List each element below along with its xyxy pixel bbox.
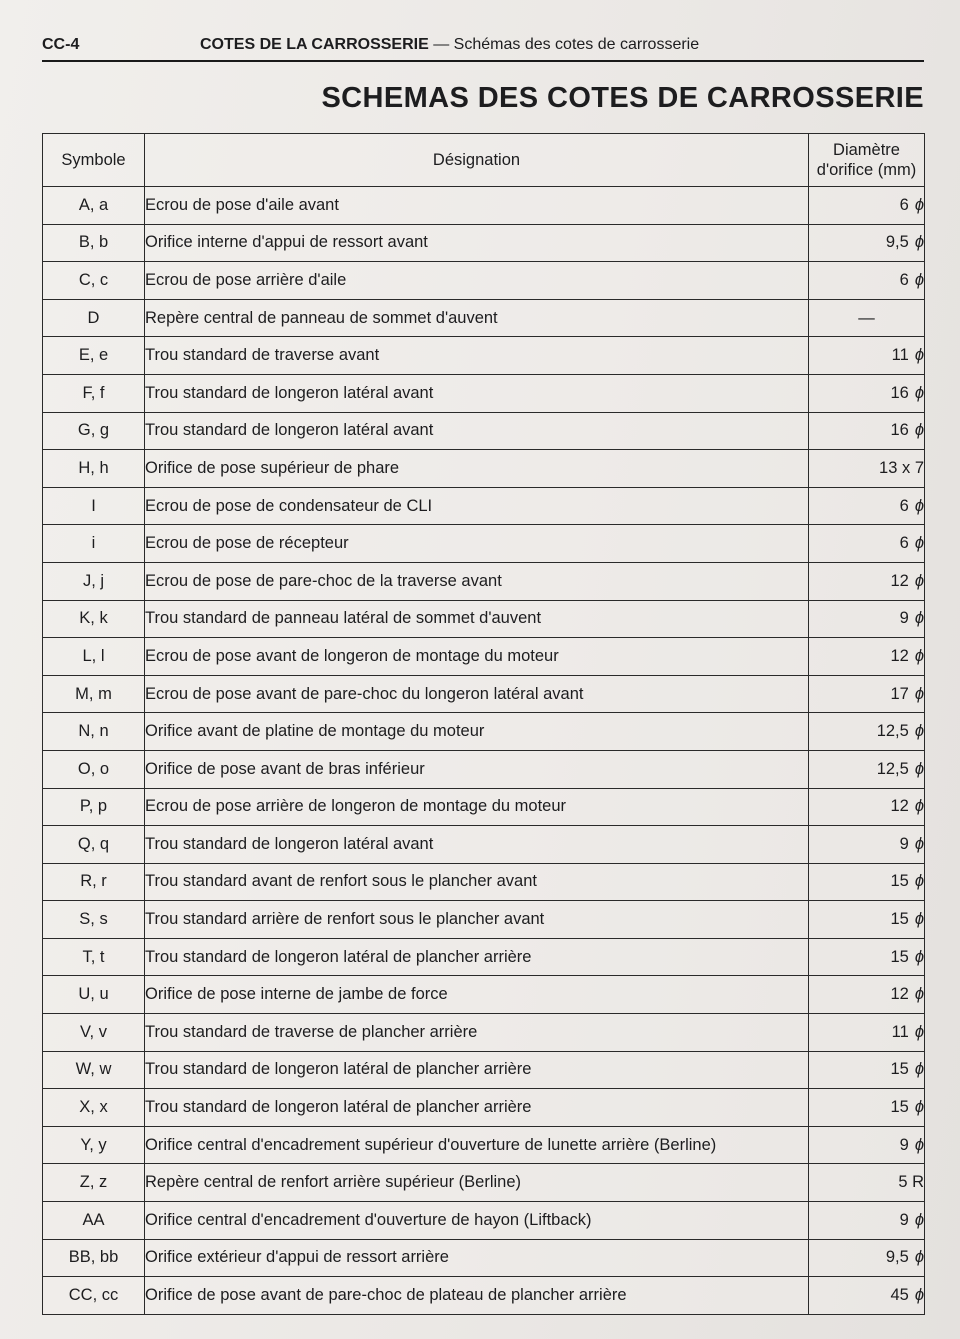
section-title: COTES DE LA CARROSSERIE (200, 36, 429, 53)
header-designation: Désignation (145, 134, 809, 187)
table-row (43, 224, 925, 262)
diameter-value: 9 (899, 1210, 909, 1229)
row-diameter (809, 675, 925, 713)
diameter-value: — (858, 308, 875, 327)
row-diameter (809, 713, 925, 751)
row-symbol: S, s (43, 901, 145, 939)
row-diameter (809, 337, 925, 375)
diameter-phi-symbol: ϕ (914, 383, 924, 402)
row-designation: Orifice de pose avant de pare-choc de plateau de plancher arrière (145, 1277, 809, 1315)
row-designation: Orifice interne d'appui de ressort avant (145, 224, 809, 262)
table-header (43, 134, 925, 187)
row-diameter (809, 224, 925, 262)
diameter-value: 9,5 (885, 1248, 909, 1267)
diameter-value: 16 (890, 421, 909, 440)
row-diameter (809, 638, 925, 676)
row-symbol: O, o (43, 750, 145, 788)
table-row (43, 938, 925, 976)
row-symbol: AA (43, 1202, 145, 1240)
table-row (43, 750, 925, 788)
row-designation: Trou standard de longeron latéral de plancher arrière (145, 938, 809, 976)
table-row (43, 299, 925, 337)
row-diameter (809, 901, 925, 939)
table-row (43, 562, 925, 600)
row-symbol: L, l (43, 638, 145, 676)
table-row (43, 337, 925, 375)
row-diameter (809, 374, 925, 412)
table-row (43, 412, 925, 450)
table-row (43, 187, 925, 225)
row-symbol: Z, z (43, 1164, 145, 1202)
row-designation: Orifice central d'encadrement supérieur d'ouverture de lunette arrière (Berline) (145, 1126, 809, 1164)
table-row (43, 374, 925, 412)
row-diameter (809, 262, 925, 300)
table-row (43, 1277, 925, 1315)
row-diameter (809, 1126, 925, 1164)
table-row (43, 675, 925, 713)
diameter-value: 6 (899, 496, 909, 515)
row-symbol: Y, y (43, 1126, 145, 1164)
row-symbol: E, e (43, 337, 145, 375)
row-diameter (809, 1089, 925, 1127)
diameter-value: 15 (890, 910, 909, 929)
table-row (43, 976, 925, 1014)
diameter-value: 12 (890, 985, 909, 1004)
table-row (43, 1164, 925, 1202)
diameter-phi-symbol: ϕ (914, 1098, 924, 1117)
row-symbol: I (43, 487, 145, 525)
row-designation: Orifice de pose supérieur de phare (145, 450, 809, 488)
diameter-phi-symbol: ϕ (914, 646, 924, 665)
row-diameter (809, 1239, 925, 1277)
row-diameter (809, 1202, 925, 1240)
row-symbol: Q, q (43, 826, 145, 864)
diameter-value: 15 (890, 947, 909, 966)
row-symbol: i (43, 525, 145, 563)
row-diameter (809, 788, 925, 826)
row-symbol: R, r (43, 863, 145, 901)
diameter-phi-symbol: ϕ (914, 195, 924, 214)
row-designation: Orifice avant de platine de montage du moteur (145, 713, 809, 751)
diameter-value: 6 (899, 195, 909, 214)
diameter-phi-symbol: ϕ (914, 496, 924, 515)
subsection-title: Schémas des cotes de carrosserie (453, 36, 700, 53)
table-row (43, 713, 925, 751)
row-symbol: B, b (43, 224, 145, 262)
diameter-value: 9 (899, 609, 909, 628)
row-designation: Ecrou de pose arrière d'aile (145, 262, 809, 300)
table-row (43, 487, 925, 525)
row-diameter (809, 863, 925, 901)
row-diameter (809, 525, 925, 563)
diameter-phi-symbol: ϕ (914, 1210, 924, 1229)
table-row (43, 450, 925, 488)
diameter-phi-symbol: ϕ (914, 947, 924, 966)
row-diameter (809, 187, 925, 225)
row-diameter (809, 1277, 925, 1315)
row-designation: Ecrou de pose de récepteur (145, 525, 809, 563)
diameter-value: 15 (890, 872, 909, 891)
row-designation: Ecrou de pose arrière de longeron de montage du moteur (145, 788, 809, 826)
diameter-phi-symbol: ϕ (914, 270, 924, 289)
diameter-value: 9 (899, 834, 909, 853)
row-symbol: BB, bb (43, 1239, 145, 1277)
diameter-value: 11 (891, 346, 909, 365)
row-designation: Trou standard de traverse de plancher arrière (145, 1014, 809, 1052)
row-symbol: U, u (43, 976, 145, 1014)
diameter-value: 11 (891, 1022, 909, 1041)
row-designation: Trou standard de longeron latéral de plancher arrière (145, 1089, 809, 1127)
table-row (43, 600, 925, 638)
diameter-phi-symbol: ϕ (914, 534, 924, 553)
row-symbol: D (43, 299, 145, 337)
row-designation: Repère central de renfort arrière supérieur (Berline) (145, 1164, 809, 1202)
row-designation: Ecrou de pose de condensateur de CLI (145, 487, 809, 525)
row-diameter (809, 600, 925, 638)
row-diameter (809, 938, 925, 976)
heading-separator: — (433, 36, 450, 53)
diameter-value: 12 (890, 646, 909, 665)
diameter-value: 12 (890, 797, 909, 816)
row-diameter (809, 750, 925, 788)
running-header (42, 34, 922, 58)
diameter-value: 16 (890, 383, 909, 402)
row-symbol: J, j (43, 562, 145, 600)
row-symbol: K, k (43, 600, 145, 638)
table-body (43, 187, 925, 1315)
diameter-value: 45 (890, 1286, 909, 1305)
table-row (43, 901, 925, 939)
diameter-phi-symbol: ϕ (914, 759, 924, 778)
table-row (43, 1239, 925, 1277)
row-diameter (809, 487, 925, 525)
table-row (43, 863, 925, 901)
diameter-value: 12 (890, 571, 909, 590)
row-designation: Orifice central d'encadrement d'ouverture de hayon (Liftback) (145, 1202, 809, 1240)
row-designation: Orifice de pose avant de bras inférieur (145, 750, 809, 788)
row-diameter (809, 1014, 925, 1052)
row-symbol: V, v (43, 1014, 145, 1052)
table-row (43, 788, 925, 826)
header-diameter-line2: d'orifice (mm) (816, 161, 917, 179)
row-diameter (809, 412, 925, 450)
diameter-phi-symbol: ϕ (914, 985, 924, 1004)
page-code: CC-4 (42, 36, 80, 53)
row-designation: Trou standard de longeron latéral de plancher arrière (145, 1051, 809, 1089)
diameter-phi-symbol: ϕ (914, 1060, 924, 1079)
diameter-value: 15 (890, 1060, 909, 1079)
header-diameter-line1: Diamètre (833, 141, 900, 159)
row-diameter (809, 976, 925, 1014)
row-diameter (809, 562, 925, 600)
row-designation: Trou standard de longeron latéral avant (145, 826, 809, 864)
table-row (43, 1014, 925, 1052)
diameter-value: 17 (890, 684, 909, 703)
table-row (43, 1126, 925, 1164)
row-designation: Ecrou de pose avant de pare-choc du longeron latéral avant (145, 675, 809, 713)
header-diameter (809, 134, 925, 187)
diameter-value: 6 (899, 534, 909, 553)
diameter-phi-symbol: ϕ (914, 684, 924, 703)
diameter-value: 12,5 (876, 722, 909, 741)
row-diameter (809, 1164, 925, 1202)
row-symbol: G, g (43, 412, 145, 450)
row-designation: Orifice extérieur d'appui de ressort arrière (145, 1239, 809, 1277)
row-symbol: A, a (43, 187, 145, 225)
header-rule (42, 60, 924, 62)
row-diameter (809, 826, 925, 864)
row-symbol: M, m (43, 675, 145, 713)
diameter-phi-symbol: ϕ (914, 609, 924, 628)
table-row (43, 1202, 925, 1240)
table-row (43, 826, 925, 864)
header-symbol: Symbole (43, 134, 145, 187)
diameter-value: 13 x 7 (879, 458, 924, 477)
row-designation: Ecrou de pose d'aile avant (145, 187, 809, 225)
body-dimension-table (42, 133, 925, 1315)
row-diameter (809, 1051, 925, 1089)
section-heading (200, 36, 699, 54)
row-symbol: T, t (43, 938, 145, 976)
diameter-value: 5 R (898, 1173, 924, 1192)
diameter-value: 9,5 (885, 233, 909, 252)
row-symbol: X, x (43, 1089, 145, 1127)
table-row (43, 638, 925, 676)
diameter-phi-symbol: ϕ (914, 910, 924, 929)
row-designation: Repère central de panneau de sommet d'auvent (145, 299, 809, 337)
diameter-value: 12,5 (876, 759, 909, 778)
diameter-phi-symbol: ϕ (914, 1286, 924, 1305)
row-designation: Trou standard avant de renfort sous le plancher avant (145, 863, 809, 901)
diameter-phi-symbol: ϕ (914, 722, 924, 741)
row-symbol: C, c (43, 262, 145, 300)
diameter-phi-symbol: ϕ (914, 233, 924, 252)
row-symbol: F, f (43, 374, 145, 412)
row-designation: Orifice de pose interne de jambe de force (145, 976, 809, 1014)
row-diameter (809, 450, 925, 488)
diameter-phi-symbol: ϕ (914, 1135, 924, 1154)
table-row (43, 1051, 925, 1089)
diameter-value: 15 (890, 1098, 909, 1117)
row-symbol: H, h (43, 450, 145, 488)
diameter-value: 9 (899, 1135, 909, 1154)
table-row (43, 262, 925, 300)
page-title: SCHEMAS DES COTES DE CARROSSERIE (321, 82, 924, 114)
diameter-value: 6 (899, 270, 909, 289)
diameter-phi-symbol: ϕ (914, 797, 924, 816)
row-designation: Trou standard de traverse avant (145, 337, 809, 375)
diameter-phi-symbol: ϕ (914, 571, 924, 590)
row-symbol: P, p (43, 788, 145, 826)
row-designation: Ecrou de pose de pare-choc de la traverse avant (145, 562, 809, 600)
diameter-phi-symbol: ϕ (914, 346, 924, 365)
row-symbol: CC, cc (43, 1277, 145, 1315)
diameter-phi-symbol: ϕ (914, 1022, 924, 1041)
row-symbol: N, n (43, 713, 145, 751)
table-row (43, 525, 925, 563)
diameter-phi-symbol: ϕ (914, 872, 924, 891)
diameter-phi-symbol: ϕ (914, 1248, 924, 1267)
row-symbol: W, w (43, 1051, 145, 1089)
diameter-phi-symbol: ϕ (914, 421, 924, 440)
row-designation: Trou standard de longeron latéral avant (145, 374, 809, 412)
row-designation: Trou standard de longeron latéral avant (145, 412, 809, 450)
row-designation: Trou standard arrière de renfort sous le plancher avant (145, 901, 809, 939)
row-diameter (809, 299, 925, 337)
row-designation: Trou standard de panneau latéral de sommet d'auvent (145, 600, 809, 638)
diameter-phi-symbol: ϕ (914, 834, 924, 853)
table-row (43, 1089, 925, 1127)
row-designation: Ecrou de pose avant de longeron de montage du moteur (145, 638, 809, 676)
